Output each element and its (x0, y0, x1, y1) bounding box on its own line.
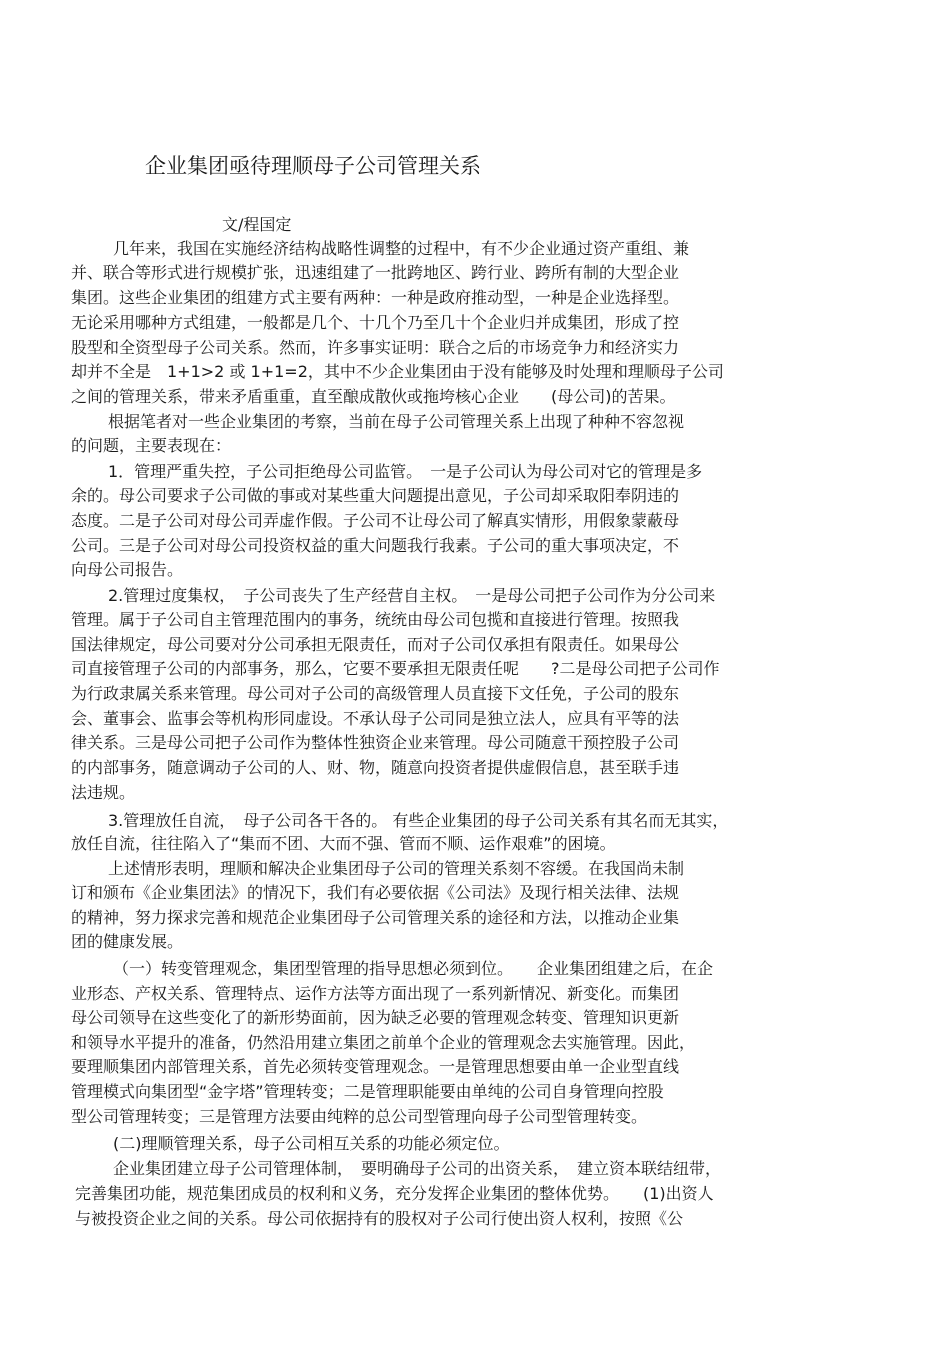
text-line: （一）转变管理观念，集团型管理的指导思想必须到位。 企业集团组建之后，在企 (113, 959, 714, 978)
text-line: (二)理顺管理关系，母子公司相互关系的功能必须定位。 (113, 1134, 510, 1153)
document-title: 企业集团亟待理顺母子公司管理关系 (145, 154, 481, 178)
text-line: 态度。二是子公司对母公司弄虚作假。子公司不让母公司了解真实情形，用假象蒙蔽母 (71, 511, 680, 530)
text-line: 与被投资企业之间的关系。母公司依据持有的股权对子公司行使出资人权利，按照《公 (75, 1209, 684, 1228)
text-line: 业形态、产权关系、管理特点、运作方法等方面出现了一系列新情况、新变化。而集团 (71, 984, 680, 1003)
text-line: 3.管理放任自流， 母子公司各干各的。 有些企业集团的母子公司关系有其名而无其实， (108, 811, 729, 830)
text-line: 为行政隶属关系来管理。母公司对子公司的高级管理人员直接下文任免，子公司的股东 (71, 684, 680, 703)
text-line: 余的。母公司要求子公司做的事或对某些重大问题提出意见，子公司却采取阳奉阴违的 (71, 486, 680, 505)
text-line: 法违规。 (71, 783, 136, 802)
text-line: 国法律规定，母公司要对分公司承担无限责任，而对子公司仅承担有限责任。如果母公 (71, 635, 680, 654)
text-line: 的内部事务，随意调动子公司的人、财、物，随意向投资者提供虚假信息，甚至联手违 (71, 758, 680, 777)
text-line: 完善集团功能，规范集团成员的权利和义务，充分发挥企业集团的整体优势。 (1)出资人 (75, 1184, 714, 1203)
text-line: 律关系。三是母公司把子公司作为整体性独资企业来管理。母公司随意干预控股子公司 (71, 733, 680, 752)
text-line: 根据笔者对一些企业集团的考察，当前在母子公司管理关系上出现了种种不容忽视 (108, 412, 685, 431)
text-line: 几年来，我国在实施经济结构战略性调整的过程中，有不少企业通过资产重组、兼 (113, 239, 690, 258)
text-line: 要理顺集团内部管理关系，首先必须转变管理观念。一是管理思想要由单一企业型直线 (71, 1057, 680, 1076)
text-line: 并、联合等形式进行规模扩张，迅速组建了一批跨地区、跨行业、跨所有制的大型企业 (71, 263, 680, 282)
text-line: 团的健康发展。 (71, 932, 184, 951)
text-line: 订和颁布《企业集团法》的情况下，我们有必要依据《公司法》及现行相关法律、法规 (71, 883, 680, 902)
text-line: 2.管理过度集权， 子公司丧失了生产经营自主权。 一是母公司把子公司作为分公司来 (108, 586, 716, 605)
text-line: 向母公司报告。 (71, 560, 184, 579)
text-line: 的问题，主要表现在： (71, 436, 232, 455)
text-line: 的精神，努力探求完善和规范企业集团母子公司管理关系的途径和方法，以推动企业集 (71, 908, 680, 927)
text-line: 公司。三是子公司对母公司投资权益的重大问题我行我素。子公司的重大事项决定，不 (71, 536, 680, 555)
text-line: 放任自流，往往陷入了“集而不团、大而不强、管而不顺、运作艰难”的困境。 (71, 834, 616, 853)
text-line: 母公司领导在这些变化了的新形势面前，因为缺乏必要的管理观念转变、管理知识更新 (71, 1008, 680, 1027)
text-line: 司直接管理子公司的内部事务，那么，它要不要承担无限责任呢 ?二是母公司把子公司作 (71, 659, 720, 678)
author-line: 文/程国定 (222, 215, 292, 234)
text-line: 管理模式向集团型“金字塔”管理转变；二是管理职能要由单纯的公司自身管理向控股 (71, 1082, 664, 1101)
text-line: 上述情形表明，理顺和解决企业集团母子公司的管理关系刻不容缓。在我国尚未制 (108, 859, 685, 878)
text-line: 企业集团建立母子公司管理体制， 要明确母子公司的出资关系， 建立资本联结纽带， (113, 1159, 722, 1178)
text-line: 之间的管理关系，带来矛盾重重，直至酿成散伙或拖垮核心企业 (母公司)的苦果。 (71, 387, 676, 406)
text-line: 型公司管理转变；三是管理方法要由纯粹的总公司型管理向母子公司型管理转变。 (71, 1107, 648, 1126)
text-line: 管理。属于子公司自主管理范围内的事务，统统由母公司包揽和直接进行管理。按照我 (71, 610, 680, 629)
text-line: 却并不全是 1+1>2 或 1+1=2，其中不少企业集团由于没有能够及时处理和理顺母子公司 (71, 362, 724, 381)
text-line: 1．管理严重失控，子公司拒绝母公司监管。 一是子公司认为母公司对它的管理是多 (108, 462, 703, 481)
text-line: 无论采用哪种方式组建，一般都是几个、十几个乃至几十个企业归并成集团，形成了控 (71, 313, 680, 332)
text-line: 和领导水平提升的准备，仍然沿用建立集团之前单个企业的管理观念去实施管理。因此， (71, 1033, 696, 1052)
text-line: 会、董事会、监事会等机构形同虚设。不承认母子公司同是独立法人，应具有平等的法 (71, 709, 680, 728)
text-line: 股型和全资型母子公司关系。然而，许多事实证明：联合之后的市场竞争力和经济实力 (71, 338, 680, 357)
text-line: 集团。这些企业集团的组建方式主要有两种：一种是政府推动型，一种是企业选择型。 (71, 288, 680, 307)
